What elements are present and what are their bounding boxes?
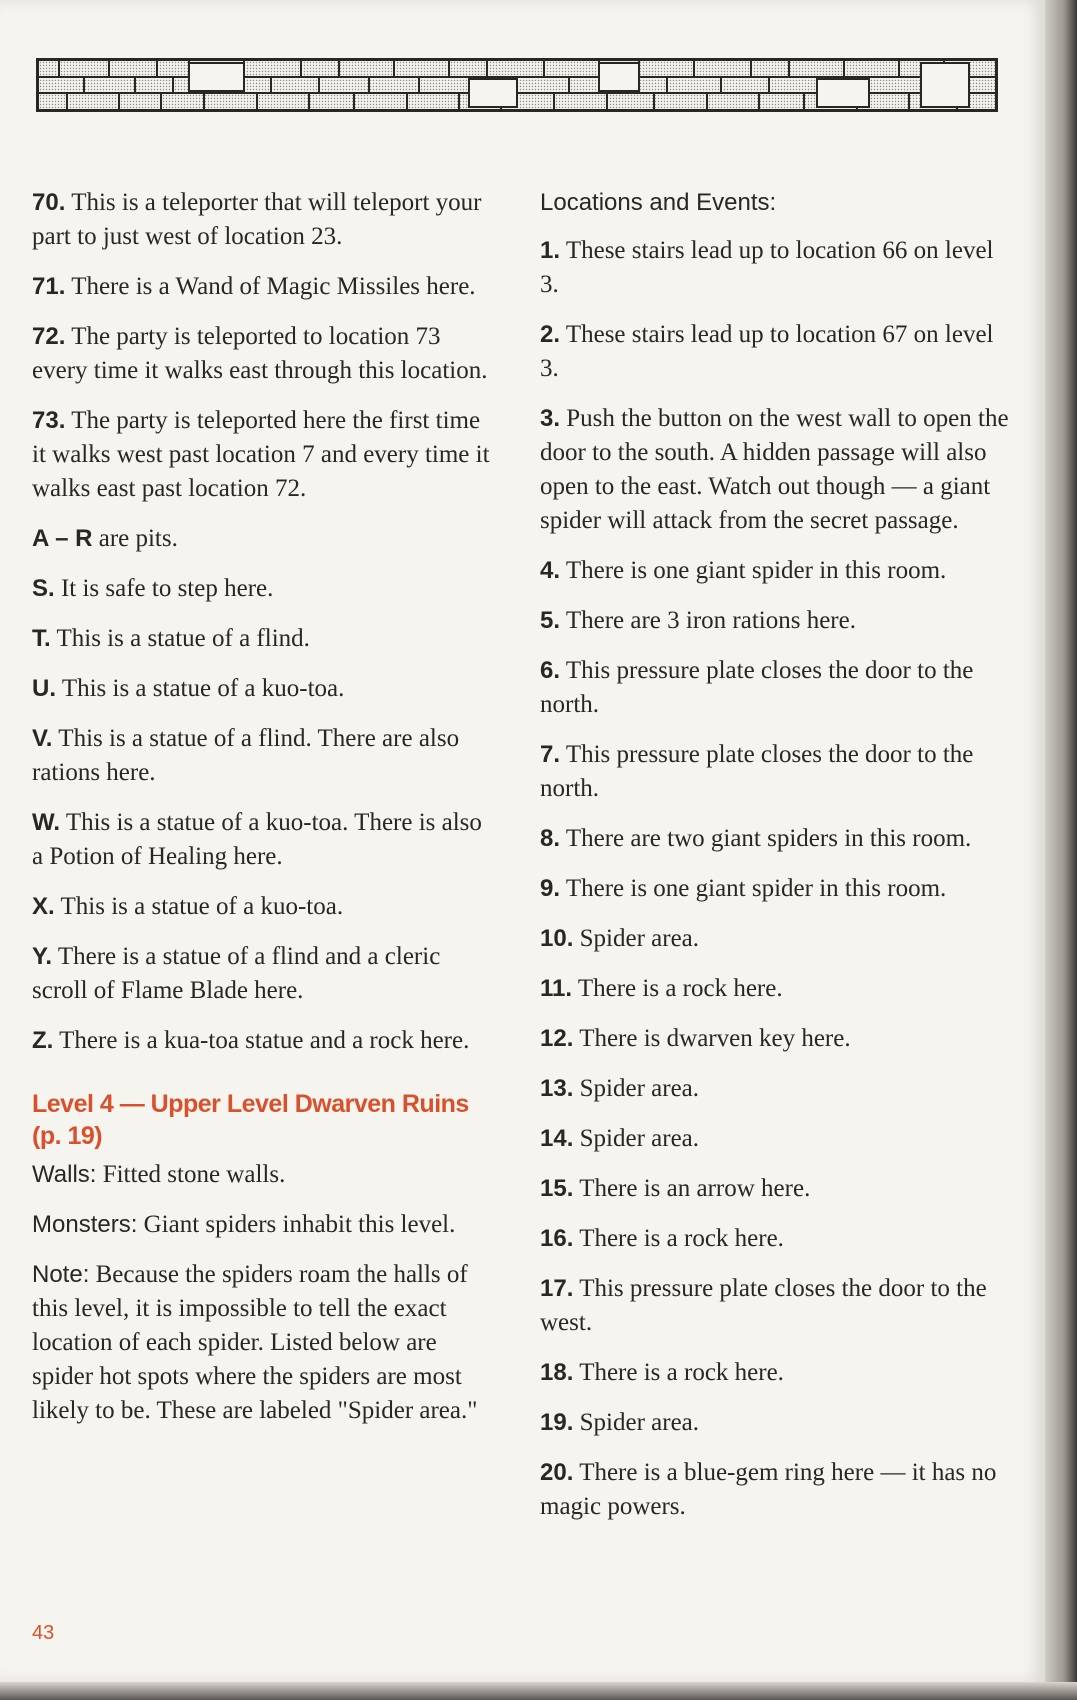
location-entry: [540, 822, 1010, 856]
location-entry: [32, 1024, 494, 1058]
entry-text: There is a rock here.: [577, 975, 783, 1002]
note-label: Note:: [32, 1261, 90, 1288]
entry-number: 4.: [540, 557, 561, 584]
right-column: [540, 186, 1010, 1540]
entry-text: There is dwarven key here.: [579, 1025, 851, 1052]
entry-text: This pressure plate closes the door to the west.: [540, 1275, 987, 1336]
entry-number: 10.: [540, 925, 574, 952]
location-entry: [32, 320, 494, 388]
location-entry: [540, 1222, 1010, 1256]
page-number: 43: [32, 1622, 55, 1644]
entry-number: 13.: [540, 1075, 574, 1102]
left-entry-list: [32, 186, 494, 1058]
location-entry: [540, 1022, 1010, 1056]
entry-text: This pressure plate closes the door to the north.: [540, 657, 974, 718]
walls-label: Walls:: [32, 1161, 97, 1188]
entry-number: 20.: [540, 1459, 574, 1486]
entry-text: The party is teleported to location 73 every time it walks east through this location.: [32, 323, 488, 384]
entry-number: 15.: [540, 1175, 574, 1202]
entry-number: 18.: [540, 1359, 574, 1386]
level-heading: Level 4 — Upper Level Dwarven Ruins (p. 19): [32, 1090, 469, 1150]
location-entry: [32, 622, 494, 656]
location-entry: [540, 402, 1010, 538]
entry-text: There is one giant spider in this room.: [565, 875, 947, 902]
entry-number: Y.: [32, 943, 53, 970]
entry-number: 19.: [540, 1409, 574, 1436]
entry-text: This is a teleporter that will teleport your part to just west of location 23.: [32, 189, 482, 250]
entry-number: 3.: [540, 405, 561, 432]
entry-text: Push the button on the west wall to open the door to the south. A hidden passage will also open to the east. Watch out though — a giant spider will attack from the secret passage.: [540, 405, 1009, 534]
entry-number: 17.: [540, 1275, 574, 1302]
walls-text: Fitted stone walls.: [102, 1161, 286, 1188]
entry-number: 2.: [540, 321, 561, 348]
entry-number: 7.: [540, 741, 561, 768]
location-entry: [32, 270, 494, 304]
monsters-text: Giant spiders inhabit this level.: [143, 1211, 456, 1238]
entry-number: 16.: [540, 1225, 574, 1252]
location-entry: [540, 1272, 1010, 1340]
entry-text: The party is teleported here the first time it walks west past location 7 and every time it walks east past location 72.: [32, 407, 490, 502]
location-entry: [540, 654, 1010, 722]
entry-text: Spider area.: [579, 1125, 700, 1152]
location-entry: [32, 940, 494, 1008]
page-edge-shadow: [1045, 0, 1077, 1700]
entry-number: 5.: [540, 607, 561, 634]
location-entry: [32, 806, 494, 874]
entry-text: There is a rock here.: [579, 1225, 784, 1252]
entry-number: 8.: [540, 825, 561, 852]
entry-text: Spider area.: [579, 1075, 700, 1102]
entry-text: are pits.: [98, 525, 178, 552]
entry-number: Z.: [32, 1027, 54, 1054]
entry-text: This pressure plate closes the door to the north.: [540, 741, 974, 802]
entry-text: There is a kua-toa statue and a rock here.: [59, 1027, 470, 1054]
entry-text: There is a blue-gem ring here — it has no magic powers.: [540, 1459, 997, 1520]
entry-text: This is a statue of a kuo-toa.: [60, 893, 344, 920]
location-entry: [540, 738, 1010, 806]
entry-number: 70.: [32, 189, 66, 216]
entry-text: There are 3 iron rations here.: [565, 607, 856, 634]
entry-text: There is an arrow here.: [579, 1175, 811, 1202]
entry-text: These stairs lead up to location 66 on level 3.: [540, 237, 994, 298]
entry-number: 72.: [32, 323, 66, 350]
note-entry: [32, 1258, 494, 1428]
location-entry: [540, 1356, 1010, 1390]
brick-pattern: [39, 61, 995, 109]
entry-text: There is a Wand of Magic Missiles here.: [71, 273, 476, 300]
location-entry: [32, 722, 494, 790]
entry-number: W.: [32, 809, 60, 836]
location-entry: [540, 554, 1010, 588]
entry-number: X.: [32, 893, 55, 920]
monsters-label: Monsters:: [32, 1211, 138, 1238]
location-entry: [32, 522, 494, 556]
entry-number: 14.: [540, 1125, 574, 1152]
entry-number: 11.: [540, 975, 573, 1002]
location-entry: [32, 572, 494, 606]
entry-number: T.: [32, 625, 51, 652]
location-entry: [540, 1122, 1010, 1156]
page-bottom-edge: [0, 1682, 1077, 1700]
location-entry: [540, 318, 1010, 386]
location-entry: [540, 972, 1010, 1006]
monsters-entry: [32, 1208, 494, 1242]
entry-number: V.: [32, 725, 53, 752]
entry-number: 71.: [32, 273, 66, 300]
entry-number: 1.: [540, 237, 561, 264]
entry-text: There are two giant spiders in this room.: [565, 825, 972, 852]
entry-number: U.: [32, 675, 56, 702]
stone-wall-banner: [36, 58, 998, 112]
location-entry: [540, 1456, 1010, 1524]
location-entry: [32, 890, 494, 924]
entry-text: Spider area.: [579, 1409, 700, 1436]
location-entry: [540, 922, 1010, 956]
entry-text: There is one giant spider in this room.: [565, 557, 947, 584]
entry-text: This is a statue of a kuo-toa.: [61, 675, 345, 702]
entry-text: It is safe to step here.: [60, 575, 274, 602]
entry-number: 9.: [540, 875, 561, 902]
location-entry: [540, 872, 1010, 906]
entry-number: 73.: [32, 407, 66, 434]
location-entry: [540, 234, 1010, 302]
entry-number: A – R: [32, 525, 93, 552]
location-entry: [32, 186, 494, 254]
location-entry: [540, 1406, 1010, 1440]
location-entry: [540, 1172, 1010, 1206]
entry-text: This is a statue of a kuo-toa. There is also a Potion of Healing here.: [32, 809, 482, 870]
entry-text: This is a statue of a flind.: [56, 625, 310, 652]
entry-text: Spider area.: [579, 925, 700, 952]
note-text: Because the spiders roam the halls of this level, it is impossible to tell the exact location of each spider. Listed below are spider hot spots where the spiders are most likely to be. These are labeled "Spider area.": [32, 1261, 478, 1424]
entry-number: 6.: [540, 657, 561, 684]
entry-text: There is a rock here.: [579, 1359, 784, 1386]
entry-text: There is a statue of a flind and a cleric scroll of Flame Blade here.: [32, 943, 441, 1004]
locations-heading: Locations and Events:: [540, 189, 777, 216]
walls-entry: [32, 1158, 494, 1192]
location-entry: [540, 604, 1010, 638]
right-entry-list: [540, 234, 1010, 1524]
entry-number: S.: [32, 575, 55, 602]
location-entry: [540, 1072, 1010, 1106]
entry-number: 12.: [540, 1025, 574, 1052]
location-entry: [32, 672, 494, 706]
left-column: [32, 186, 494, 1444]
entry-text: These stairs lead up to location 67 on level 3.: [540, 321, 994, 382]
location-entry: [32, 404, 494, 506]
entry-text: This is a statue of a flind. There are also rations here.: [32, 725, 460, 786]
